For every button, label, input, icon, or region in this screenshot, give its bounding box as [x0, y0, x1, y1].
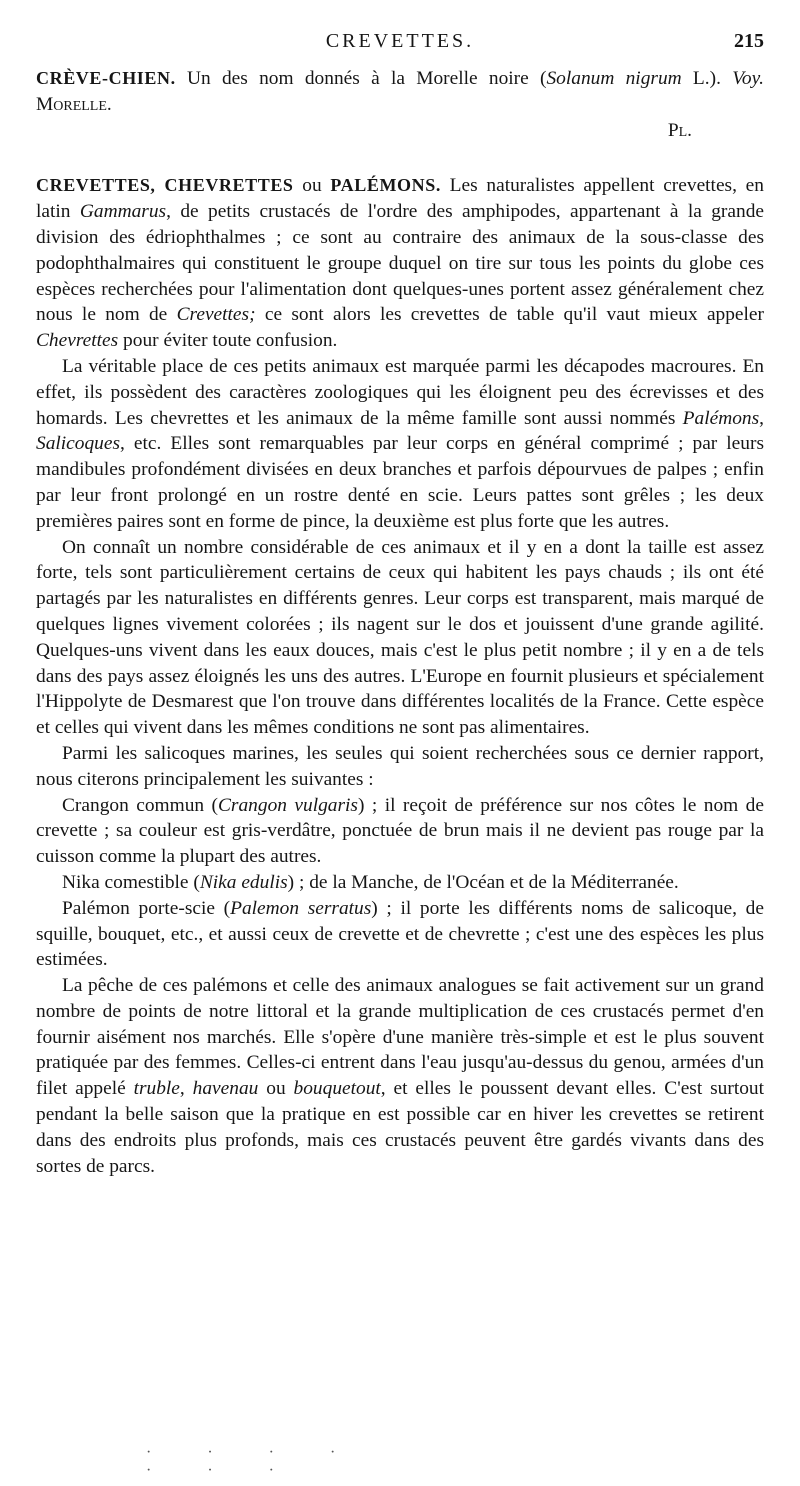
emphasis-term: bouquetout — [293, 1078, 381, 1100]
emphasis-term: Palémons — [682, 407, 760, 429]
latin-name: Gammarus — [79, 201, 167, 223]
entry-creve-chien — [36, 66, 764, 143]
entry-headword: CREVETTES, CHEVRETTES — [36, 175, 294, 196]
emphasis-term: Crevettes; — [176, 304, 256, 326]
body-paragraph: Parmi les salicoques marines, les seules qui soient recherchées sous ce dernier rapport, nous citerons principalement les suivantes : — [36, 742, 764, 790]
body-paragraph: On connaît un nombre considérable de ces animaux et il y en a dont la taille est assez forte, tels sont particulièrement certains de ceux qui habitent les pays chauds ; ils ont été partagés par les naturalistes en différents genres. Leur corps est transparent, mais marqué de quelques lignes vivement colorées ; ils nagent sur le dos et jouissent d'une grande agilité. Quelques-uns vivent dans les eaux douces, mais c'est le plus petit nombre ; il y en a de tels dans des pays assez éloignés les uns des autres. L'Europe en fournit plusieurs et spécialement l'Hippolyte de Desmarest que l'on trouve dans différentes localités de la France. Cette espèce et celles qui vivent dans les mêmes conditions ne sont pas alimentaires. — [36, 536, 764, 739]
entry-text: pour éviter toute confusion. — [118, 330, 338, 352]
paragraph-text: , et elles le poussent devant elles. C'est surtout pendant la belle saison que la pratique en est possible car en hiver les crevettes se retirent dans des endroits plus profonds, mais ces crustacés peuvent être gardés vivants dans des sortes de parcs. — [36, 1078, 764, 1177]
paragraph-text: Crangon commun ( — [62, 794, 218, 816]
entry-text: Les naturalistes appellent crevettes, en latin — [36, 175, 764, 223]
species-paragraph — [36, 896, 764, 973]
paragraph-text: ) ; il porte les différents noms de salicoque, de squille, bouquet, etc., et aussi ceux de crevette et de chevrette ; c'est une des espèces les plus estimées. — [36, 897, 764, 971]
entry-text: L.). — [681, 68, 733, 89]
species-paragraph — [36, 793, 764, 870]
cross-reference-target: Morelle. — [36, 93, 112, 115]
paragraph-text: Palémon porte-scie ( — [62, 897, 231, 919]
author-signature: Pl. — [667, 119, 692, 141]
paragraph-text: , etc. Elles sont remarquables par leur corps en général comprimé ; par leurs mandibules profondément divisées en deux branches et parfois dépourvues de palpes ; enfin par leur front prolongé en un rostre denté en scie. Leurs pattes sont grêles ; les deux premières paires sont en forme de pince, la deuxième est plus forte que les autres. — [36, 433, 764, 532]
signature-row — [36, 118, 764, 144]
emphasis-term: truble — [133, 1078, 180, 1100]
emphasis-term: Chevrettes — [36, 330, 119, 352]
entry-text: ou — [293, 175, 331, 197]
latin-name: Solanum nigrum — [546, 68, 682, 89]
entry-text: , de petits crustacés de l'ordre des amphipodes, appartenant à la grande division des édriophthalmes ; ce sont au contraire des animaux de la sous-classe des podophthalmaires qui constituent le groupe duquel on tire sur tous les points du globe ces espèces recherchées pour l'alimentation dont quelques-unes portent assez généralement chez nous le nom de — [36, 201, 764, 326]
paragraph-text: Nika comestible ( — [62, 871, 200, 893]
emphasis-term: havenau — [192, 1078, 259, 1100]
latin-name: Palemon serratus — [230, 897, 372, 919]
paragraph-text: ou — [258, 1078, 294, 1100]
entry-headword: CRÈVE-CHIEN. — [36, 68, 176, 88]
paragraph-text: , — [179, 1078, 193, 1100]
page-number: 215 — [734, 30, 764, 52]
entry-text: Un des nom donnés à la Morelle noire ( — [175, 68, 547, 89]
latin-name: Nika edulis — [199, 871, 288, 893]
cross-reference-label: Voy. — [732, 68, 764, 89]
entry-paragraph — [36, 66, 764, 118]
entry-crevettes — [36, 173, 764, 1179]
paragraph-text: La véritable place de ces petits animaux est marquée parmi les décapodes macroures. En effet, ils possèdent des caractères zoologiques qui les éloignent peu des écrevisses et des homards. Les chevrettes et les animaux de la même famille sont aussi nommés — [36, 355, 764, 429]
species-paragraph — [36, 870, 764, 896]
body-text — [36, 66, 764, 1179]
paragraph-text: La pêche de ces palémons et celle des animaux analogues se fait activement sur un grand nombre de points de notre littoral et la grande multiplication de ces crustacés permet d'en fournir aisément nos marchés. Elle s'opère d'une manière très-simple et est le plus souvent pratiquée par des femmes. Celles-ci entrent dans l'eau jusqu'au-dessus du genou, armées d'un filet appelé — [36, 975, 764, 1100]
entry-paragraph — [36, 173, 764, 354]
body-paragraph — [36, 973, 764, 1179]
body-paragraph — [36, 354, 764, 535]
paragraph-text: , — [759, 407, 764, 429]
paragraph-text: ) ; il reçoit de préférence sur nos côtes le nom de crevette ; sa couleur est gris-verdâtre, ponctuée de brun mais il ne devient pas rouge par la cuisson comme la plupart des autres. — [36, 794, 764, 868]
running-head — [36, 28, 764, 58]
running-title: CREVETTES. — [325, 30, 475, 52]
footer-dots: · · · · · · · — [146, 1444, 362, 1479]
entry-text: ce sont alors les crevettes de table qu'il vaut mieux appeler — [255, 304, 764, 326]
paragraph-text: ) ; de la Manche, de l'Océan et de la Méditerranée. — [287, 871, 679, 893]
emphasis-term: Salicoques — [36, 433, 121, 455]
latin-name: Crangon vulgaris — [218, 794, 358, 816]
entry-headword-alt: PALÉMONS. — [330, 175, 441, 196]
